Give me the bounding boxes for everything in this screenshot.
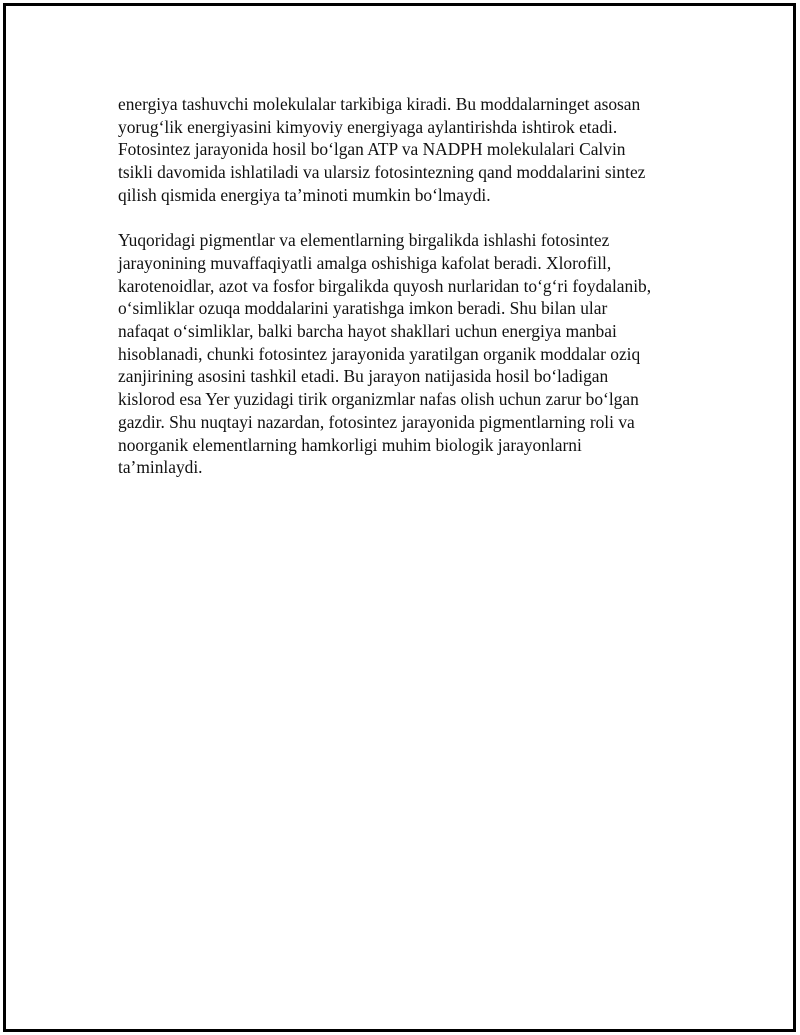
- paragraph-1: energiya tashuvchi molekulalar tarkibiga kiradi. Bu moddalarninget asosan yorug‘lik energiyasini kimyoviy energiyaga aylantirishda ishtirok etadi. Fotosintez jarayonida hosil bo‘lgan ATP va NADPH molekulalari Calvin tsikli davomida ishlatiladi va ularsiz fotosintezning qand moddalarini sintez qilish qismida energiya ta’minoti mumkin bo‘lmaydi.: [118, 94, 646, 205]
- paragraph-2: Yuqoridagi pigmentlar va elementlarning birgalikda ishlashi fotosintez jarayonining muvaffaqiyatli amalga oshishiga kafolat beradi. Xlorofill, karotenoidlar, azot va fosfor birgalikda quyosh nurlaridan to‘g‘ri foydalanib, o‘simliklar ozuqa moddalarini yaratishga imkon beradi. Shu bilan ular nafaqat o‘simliklar, balki barcha hayot shakllari uchun energiya manbai hisoblanadi, chunki fotosintez jarayonida yaratilgan organik moddalar oziq zanjirining asosini tashkil etadi. Bu jarayon natijasida hosil bo‘ladigan kislorod esa Yer yuzidagi tirik organizmlar nafas olish uchun zarur bo‘lgan gazdir. Shu nuqtayi nazardan, fotosintez jarayonida pigmentlarning roli va noorganik elementlarning hamkorligi muhim biologik jarayonlarni ta’minlaydi.: [118, 230, 652, 478]
- page-content: [118, 93, 686, 479]
